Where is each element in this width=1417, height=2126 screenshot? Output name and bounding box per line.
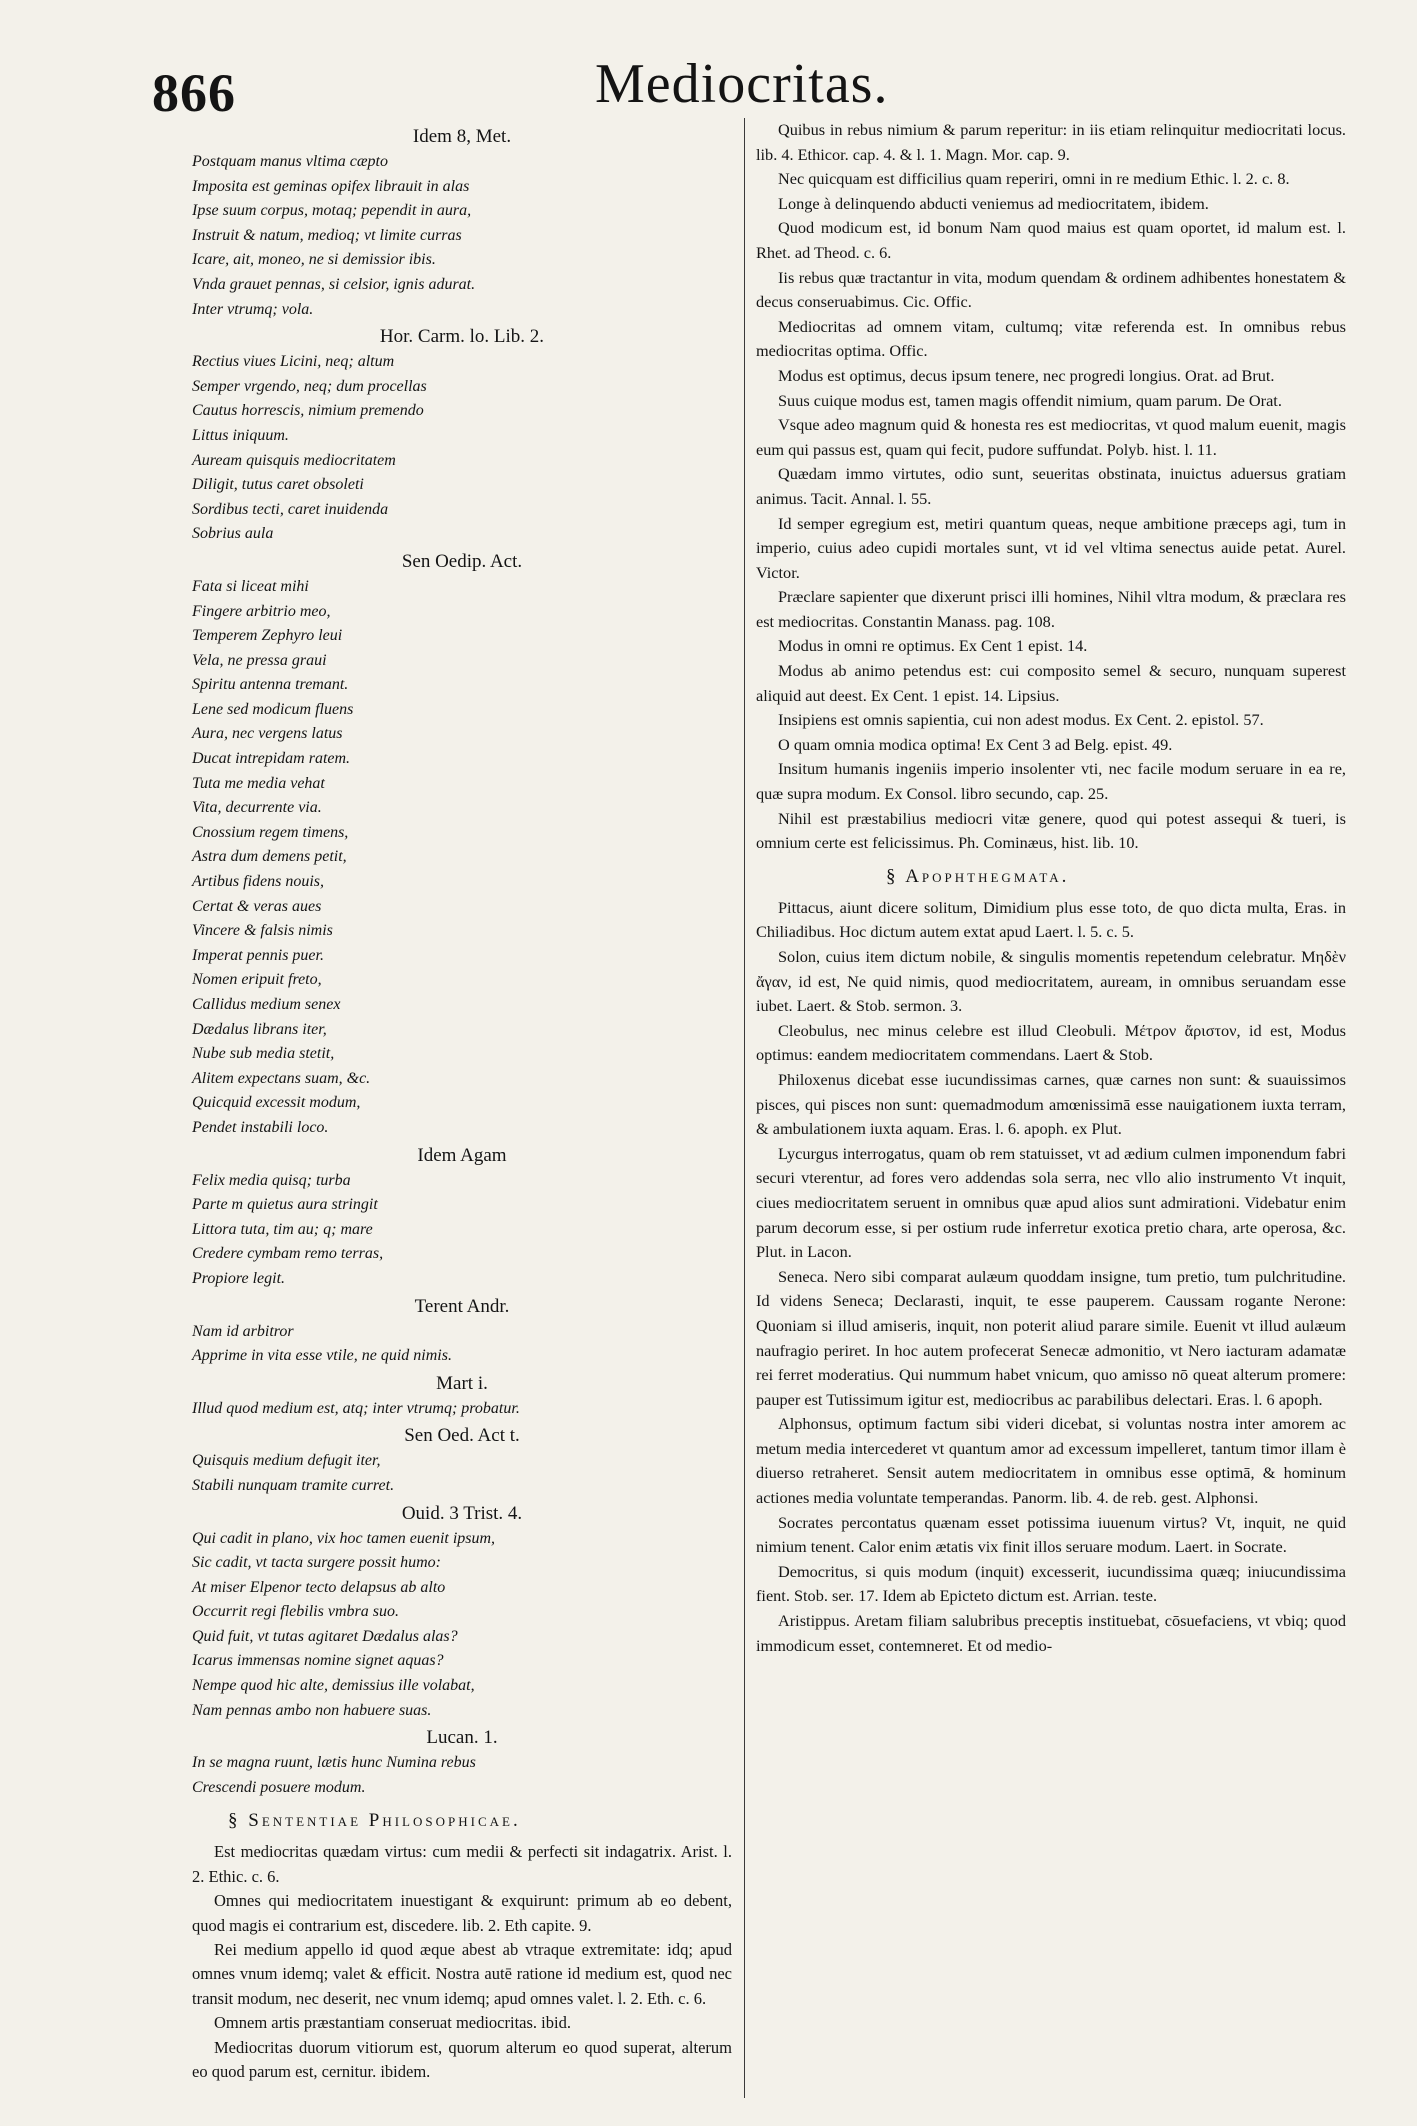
verse-line: Aura, nec vergens latus — [192, 725, 343, 743]
apophthegma-paragraph: Lycurgus interrogatus, quam ob rem statuisset, vt ad ædium culmen imponendum fabri securi vterentur, ad fores vero addendas sola serra, nec vllo alio instrumento Vt inquit, ciues mediocritatem seruent in omnibus quæ apud alios sunt admirationi. Videbatur enim parum decorum esse, si per ostium rude inferretur exotica pretio chara, arte operosa, &c. Plut. in Lacon. — [756, 1143, 1346, 1262]
verse-line: Quisquis medium defugit iter, — [192, 1452, 381, 1470]
citation-paragraph: Longe à delinquendo abducti veniemus ad mediocritatem, ibidem. — [778, 193, 1209, 213]
verse-line: Astra dum demens petit, — [192, 848, 347, 866]
verse-line: Vela, ne pressa graui — [192, 651, 327, 669]
verse-line: Stabili nunquam tramite curret. — [192, 1476, 395, 1494]
verse-source-heading: Hor. Carm. lo. Lib. 2. — [379, 326, 545, 348]
verse-line: Icare, ait, moneo, ne si demissior ibis. — [192, 251, 436, 269]
verse-line: Felix media quisq; turba — [192, 1171, 351, 1189]
verse-line: In se magna ruunt, lætis hunc Numina rebus — [192, 1754, 476, 1772]
verse-line: Apprime in vita esse vtile, ne quid nimis. — [192, 1347, 452, 1365]
verse-source-heading: Sen Oedip. Act. — [401, 550, 523, 572]
verse-line: Imposita est geminas opifex librauit in alas — [192, 177, 470, 195]
verse-line: Tuta me media vehat — [192, 774, 325, 792]
citation-paragraph: Suus cuique modus est, tamen magis offendit nimium, quam parum. De Orat. — [778, 390, 1282, 410]
verse-line: Vita, decurrente via. — [192, 799, 322, 817]
apophthegma-paragraph: Alphonsus, optimum factum sibi videri dicebat, si voluntas nostra inter amorem ac metum media intercederet vt quantum amor ad excessum impelleret, tantum timor illam è diuerso retraheret. Sensit autem mediocritatem in omnibus esse optimā, & hominum actiones media voluntate temperandas. Panorm. lib. 4. de reb. gest. Alphonsi. — [756, 1414, 1346, 1508]
citation-paragraph: Quibus in rebus nimium & parum reperitur: in iis etiam relinquitur mediocritati locus. lib. 4. Ethicor. cap. 4. & l. 1. Magn. Mor. cap. 9. — [756, 120, 1346, 164]
verse-line: Spiritu antenna tremant. — [192, 676, 349, 694]
citation-paragraph: Modus est optimus, decus ipsum tenere, nec progredi longius. Orat. ad Brut. — [778, 365, 1275, 385]
verse-source-heading: Idem 8, Met. — [412, 126, 512, 147]
verse-line: Inter vtrumq; vola. — [192, 300, 314, 318]
running-head: Mediocritas. — [595, 53, 889, 115]
section-title-sententiae: § Sententiae Philosophicae. — [228, 1810, 521, 1832]
citation-paragraphs — [756, 118, 1346, 856]
verse-line: Ipse suum corpus, motaq; pependit in aura, — [192, 202, 472, 220]
verse-source-heading: Idem Agam — [417, 1144, 507, 1166]
verse-line: Credere cymbam remo terras, — [192, 1245, 384, 1263]
verse-line: Rectius viues Licini, neq; altum — [192, 353, 395, 371]
sententia-paragraph: Omnes qui mediocritatem inuestigant & exquirunt: primum ab eo debent, quod magis ei contrarium est, discedere. lib. 2. Eth capite. 9. — [192, 1891, 732, 1935]
apophthegma-paragraph: Socrates percontatus quænam esset potissima iuuenum virtus? Vt, inquit, ne quid nimium tenent. Calor enim ætatis vix finit illos seruare modum. Laert. in Socrate. — [756, 1512, 1346, 1557]
verse-source-heading: Ouid. 3 Trist. 4. — [401, 1502, 523, 1524]
citation-paragraph: Id semper egregium est, metiri quantum queas, neque ambitione præceps agi, tum in imperio, cuius adeo cupidi mortales sunt, vt id vel vltima senectus auide petat. Aurel. Victor. — [756, 513, 1346, 582]
verse-line: Littora tuta, tim au; q; mare — [192, 1220, 373, 1238]
verse-line: Diligit, tutus caret obsoleti — [192, 476, 364, 494]
apophthegma-paragraph: Solon, cuius item dictum nobile, & singulis momentis repetendum celebratur. Μηδὲν ἄγαν, id est, Ne quid nimis, quod mediocritatem, auream, in omnibus seruandam esse iubet. Laert. & Stob. sermon. 3. — [756, 947, 1346, 1016]
verse-line: Sobrius aula — [192, 525, 274, 543]
verse-line: Crescendi posuere modum. — [192, 1778, 366, 1796]
sententia-paragraph: Omnem artis præstantiam conseruat mediocritas. ibid. — [214, 2013, 571, 2033]
verse-line: Nomen eripuit freto, — [192, 971, 322, 989]
sententia-paragraph: Mediocritas duorum vitiorum est, quorum alterum eo quod superat, alterum eo quod parum est, cernitur. ibidem. — [192, 2037, 732, 2082]
apophthegma-paragraph: Pittacus, aiunt dicere solitum, Dimidium plus esse toto, de quo dicta multa, Eras. in Chiliadibus. Hoc dictum autem extat apud Laert. l. 5. c. 5. — [756, 897, 1346, 942]
verse-line: Nube sub media stetit, — [192, 1045, 335, 1063]
verse-line: Cautus horrescis, nimium premendo — [192, 402, 424, 420]
sententia-paragraph: Est mediocritas quædam virtus: cum medii & perfecti sit indagatrix. Arist. l. 2. Ethic. c. 6. — [192, 1842, 732, 1886]
verse-line: Sordibus tecti, caret inuidenda — [192, 500, 389, 518]
verse-line: Certat & veras aues — [192, 897, 322, 915]
verse-line: Auream quisquis mediocritatem — [192, 451, 396, 469]
verse-line: Quid fuit, vt tutas agitaret Dædalus alas? — [192, 1627, 458, 1645]
apophthegma-paragraph: Cleobulus, nec minus celebre est illud Cleobuli. Μέτρον ἄριστον, id est, Modus optimus: eandem mediocritatem commendans. Laert & Stob. — [756, 1020, 1346, 1065]
verse-line: Dædalus librans iter, — [192, 1020, 327, 1038]
verse-line: Illud quod medium est, atq; inter vtrumq; probatur. — [192, 1399, 520, 1417]
citation-paragraph: Insitum humanis ingeniis imperio insolenter vti, nec facile modum seruare in ea re, quæ supra modum. Ex Consol. libro secundo, cap. 25. — [756, 759, 1346, 804]
citation-paragraph: Nec quicquam est difficilius quam reperiri, omni in re medium Ethic. l. 2. c. 8. — [778, 169, 1290, 189]
citation-paragraph: Mediocritas ad omnem vitam, cultumq; vitæ referenda est. In omnibus rebus mediocritas optima. Offic. — [756, 316, 1346, 361]
verse-line: Vnda grauet pennas, si celsior, ignis adurat. — [192, 275, 476, 293]
citation-paragraph: Modus in omni re optimus. Ex Cent 1 epist. 14. — [778, 636, 1088, 656]
citation-paragraph: Iis rebus quæ tractantur in vita, modum quendam & ordinem adhibentes honestatem & decus conseruabimus. Cic. Offic. — [756, 267, 1346, 312]
verse-line: Parte m quietus aura stringit — [192, 1196, 378, 1214]
verse-line: Artibus fidens nouis, — [192, 873, 325, 891]
verse-line: At miser Elpenor tecto delapsus ab alto — [192, 1578, 446, 1596]
verse-line: Nempe quod hic alte, demissius ille volabat, — [192, 1677, 475, 1695]
right-column — [756, 118, 1346, 1658]
verse-source-heading: Lucan. 1. — [426, 1727, 498, 1749]
verse-line: Postquam manus vltima cæpto — [192, 153, 388, 170]
verse-line: Fata si liceat mihi — [192, 577, 309, 595]
verse-line: Lene sed modicum fluens — [192, 700, 354, 718]
apophthegma-paragraph: Philoxenus dicebat esse iucundissimas carnes, quæ carnes non sunt: & suauissimos pisces, qui pisces non sunt: quemadmodum amœnissimā esse nauigationem iuxta terram, & ambulationem iuxta aquam. Eras. l. 6. apoph. ex Plut. — [756, 1069, 1346, 1139]
verse-line: Alitem expectans suam, &c. — [192, 1069, 371, 1087]
verse-source-heading: Sen Oed. Act t. — [404, 1425, 520, 1447]
verse-line: Pendet instabili loco. — [192, 1118, 329, 1136]
citation-paragraph: Insipiens est omnis sapientia, cui non adest modus. Ex Cent. 2. epistol. 57. — [778, 710, 1264, 730]
citation-paragraph: O quam omnia modica optima! Ex Cent 3 ad Belg. epist. 49. — [778, 734, 1173, 754]
left-column — [192, 122, 732, 2085]
citation-paragraph: Præclare sapienter que dixerunt prisci illi homines, Nihil vltra modum, & præclara res est mediocritas. Constantin Manass. pag. 108. — [756, 587, 1346, 631]
citation-paragraph: Quædam immo virtutes, odio sunt, seueritas obstinata, inuictus aduersus gratiam animus. Tacit. Annal. l. 55. — [756, 464, 1346, 508]
apophthegma-paragraph: Democritus, si quis modum (inquit) excesserit, iucundissima quæq; iniucundissima fient. Stob. ser. 17. Idem ab Epicteto dictum est. Arrian. teste. — [756, 1561, 1346, 1606]
verse-line: Vincere & falsis nimis — [192, 922, 333, 940]
verse-line: Littus iniquum. — [192, 426, 289, 444]
verse-line: Cnossium regem timens, — [192, 823, 349, 841]
verse-line: Occurrit regi flebilis vmbra suo. — [192, 1603, 399, 1621]
citation-paragraph: Nihil est præstabilius mediocri vitæ genere, quod qui potest assequi & tueri, is omnium certe est felicissimus. Ph. Cominæus, hist. lib. 10. — [756, 808, 1346, 853]
verse-line: Ducat intrepidam ratem. — [192, 750, 351, 768]
apophthegmata-paragraphs — [756, 896, 1346, 1658]
page-number: 866 — [152, 63, 236, 123]
verse-line: Semper vrgendo, neq; dum procellas — [192, 377, 427, 395]
citation-paragraph: Quod modicum est, id bonum Nam quod maius est quam oportet, id malum est. l. Rhet. ad Theod. c. 6. — [756, 218, 1346, 262]
verse-line: Temperem Zephyro leui — [192, 627, 343, 645]
verse-source-heading: Terent Andr. — [414, 1295, 510, 1317]
verse-line: Nam pennas ambo non habuere suas. — [192, 1701, 432, 1719]
verse-line: Propiore legit. — [192, 1269, 286, 1287]
section-title-apophthegmata: § Apophthegmata. — [886, 865, 1070, 887]
column-divider — [744, 118, 745, 2098]
apophthegma-paragraph: Aristippus. Aretam filiam salubribus preceptis instituebat, cōsuefaciens, vt vbiq; quod immodicum esset, contemneret. Et od medio- — [756, 1611, 1346, 1655]
verse-line: Instruit & natum, medioq; vt limite curras — [192, 226, 462, 244]
verse-line: Fingere arbitrio meo, — [192, 602, 331, 620]
verse-line: Sic cadit, vt tacta surgere possit humo: — [192, 1554, 441, 1572]
verse-line: Imperat pennis puer. — [192, 946, 324, 964]
verse-line: Quicquid excessit modum, — [192, 1094, 361, 1112]
apophthegma-paragraph: Seneca. Nero sibi comparat aulæum quoddam insigne, tum pretio, tum pulchritudine. Id videns Seneca; Declarasti, inquit, te esse pauperem. Caussam rogante Nerone: Quoniam si illud amiseris, inquit, non poterit aliud parare simile. Euenit vt illud aulæum naufragio periret. In hoc autem profecerat Senecæ admonitio, vt Nero iacturam adamatæ rei ferret moderatius. Qui nummum habet vnicum, quo amisso nō queat alterum promere: pauper est Tutissimum igitur est, mediocribus ac parabilibus delectari. Eras. l. 6 apoph. — [756, 1266, 1346, 1409]
verse-quotations — [192, 126, 732, 1800]
sententia-paragraph: Rei medium appello id quod æque abest ab vtraque extremitate: idq; apud omnes vnum idemq; valet & efficit. Nostra autē ratione id medium est, quod nec transit modum, nec deserit, nec vnum idemq; apud omnes valet. l. 2. Eth. c. 6. — [192, 1940, 732, 2008]
verse-line: Icarus immensas nomine signet aquas? — [192, 1652, 444, 1670]
citation-paragraph: Modus ab animo petendus est: cui composito semel & securo, nunquam superest aliquid aut deest. Ex Cent. 1 epist. 14. Lipsius. — [756, 661, 1346, 705]
verse-source-heading: Mart i. — [436, 1372, 488, 1394]
citation-paragraph: Vsque adeo magnum quid & honesta res est mediocritas, vt quod malum euenit, magis eum qui passus est, quam qui fecit, pudore suffundat. Polyb. hist. l. 11. — [756, 415, 1346, 459]
sententiae-paragraphs — [192, 1840, 732, 2084]
verse-line: Callidus medium senex — [192, 996, 341, 1013]
verse-line: Nam id arbitror — [192, 1322, 294, 1340]
verse-line: Qui cadit in plano, vix hoc tamen euenit ipsum, — [192, 1529, 496, 1547]
